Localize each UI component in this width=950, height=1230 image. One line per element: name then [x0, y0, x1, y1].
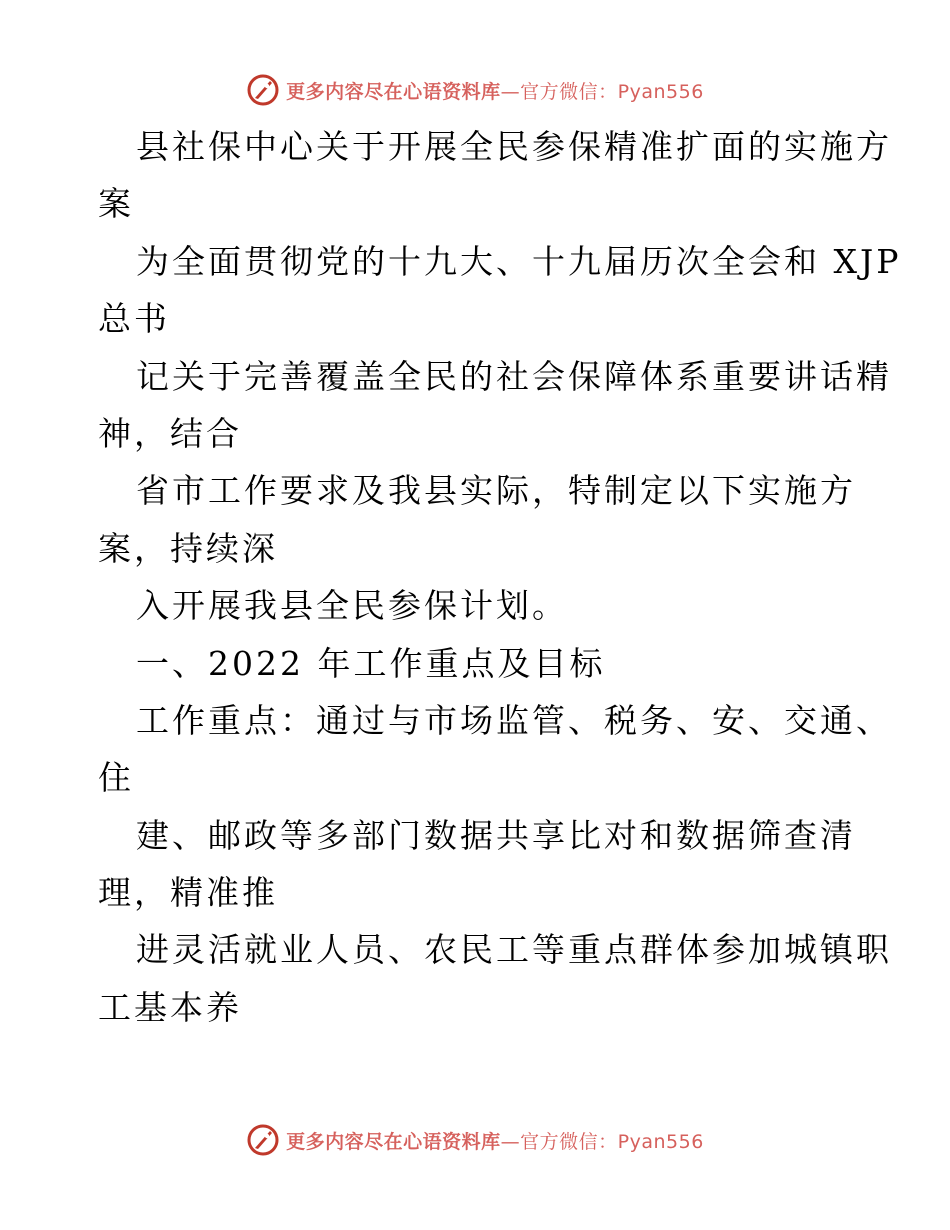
document-line: 理，精准推	[98, 873, 278, 913]
document-line: 工作重点：通过与市场监管、税务、安、交通、	[136, 700, 892, 740]
watermark-separator: —	[500, 1130, 521, 1153]
document-line: 案，持续深	[98, 528, 278, 568]
footer-watermark	[0, 1120, 950, 1160]
watermark-brand: 更多内容尽在心语资料库	[286, 1130, 501, 1153]
section-heading: 一、2022 年工作重点及目标	[136, 643, 606, 683]
document-line: 神，结合	[98, 413, 242, 453]
document-line: 案	[98, 184, 134, 224]
document-line: 记关于完善覆盖全民的社会保障体系重要讲话精	[136, 356, 892, 396]
document-line: 为全面贯彻党的十九大、十九届历次全会和 XJP	[136, 241, 902, 281]
document-line: 进灵活就业人员、农民工等重点群体参加城镇职	[136, 930, 892, 970]
watermark-text	[286, 77, 704, 104]
document-line: 工基本养	[98, 987, 242, 1027]
quill-seal-icon	[246, 73, 280, 107]
header-watermark	[0, 70, 950, 110]
watermark-contact: 官方微信：Pyan556	[520, 1130, 704, 1153]
watermark-contact: 官方微信：Pyan556	[520, 80, 704, 103]
watermark-text	[286, 1127, 704, 1154]
document-line: 县社保中心关于开展全民参保精准扩面的实施方	[136, 127, 892, 166]
quill-seal-icon	[246, 1123, 280, 1157]
watermark-brand: 更多内容尽在心语资料库	[286, 80, 501, 103]
document-body	[98, 118, 902, 1036]
document-line: 建、邮政等多部门数据共享比对和数据筛查清	[136, 815, 856, 855]
watermark-separator: —	[500, 80, 521, 103]
document-line: 总书	[98, 299, 170, 339]
document-line: 入开展我县全民参保计划。	[136, 586, 568, 626]
document-line: 省市工作要求及我县实际，特制定以下实施方	[136, 471, 856, 511]
document-line: 住	[98, 758, 134, 798]
